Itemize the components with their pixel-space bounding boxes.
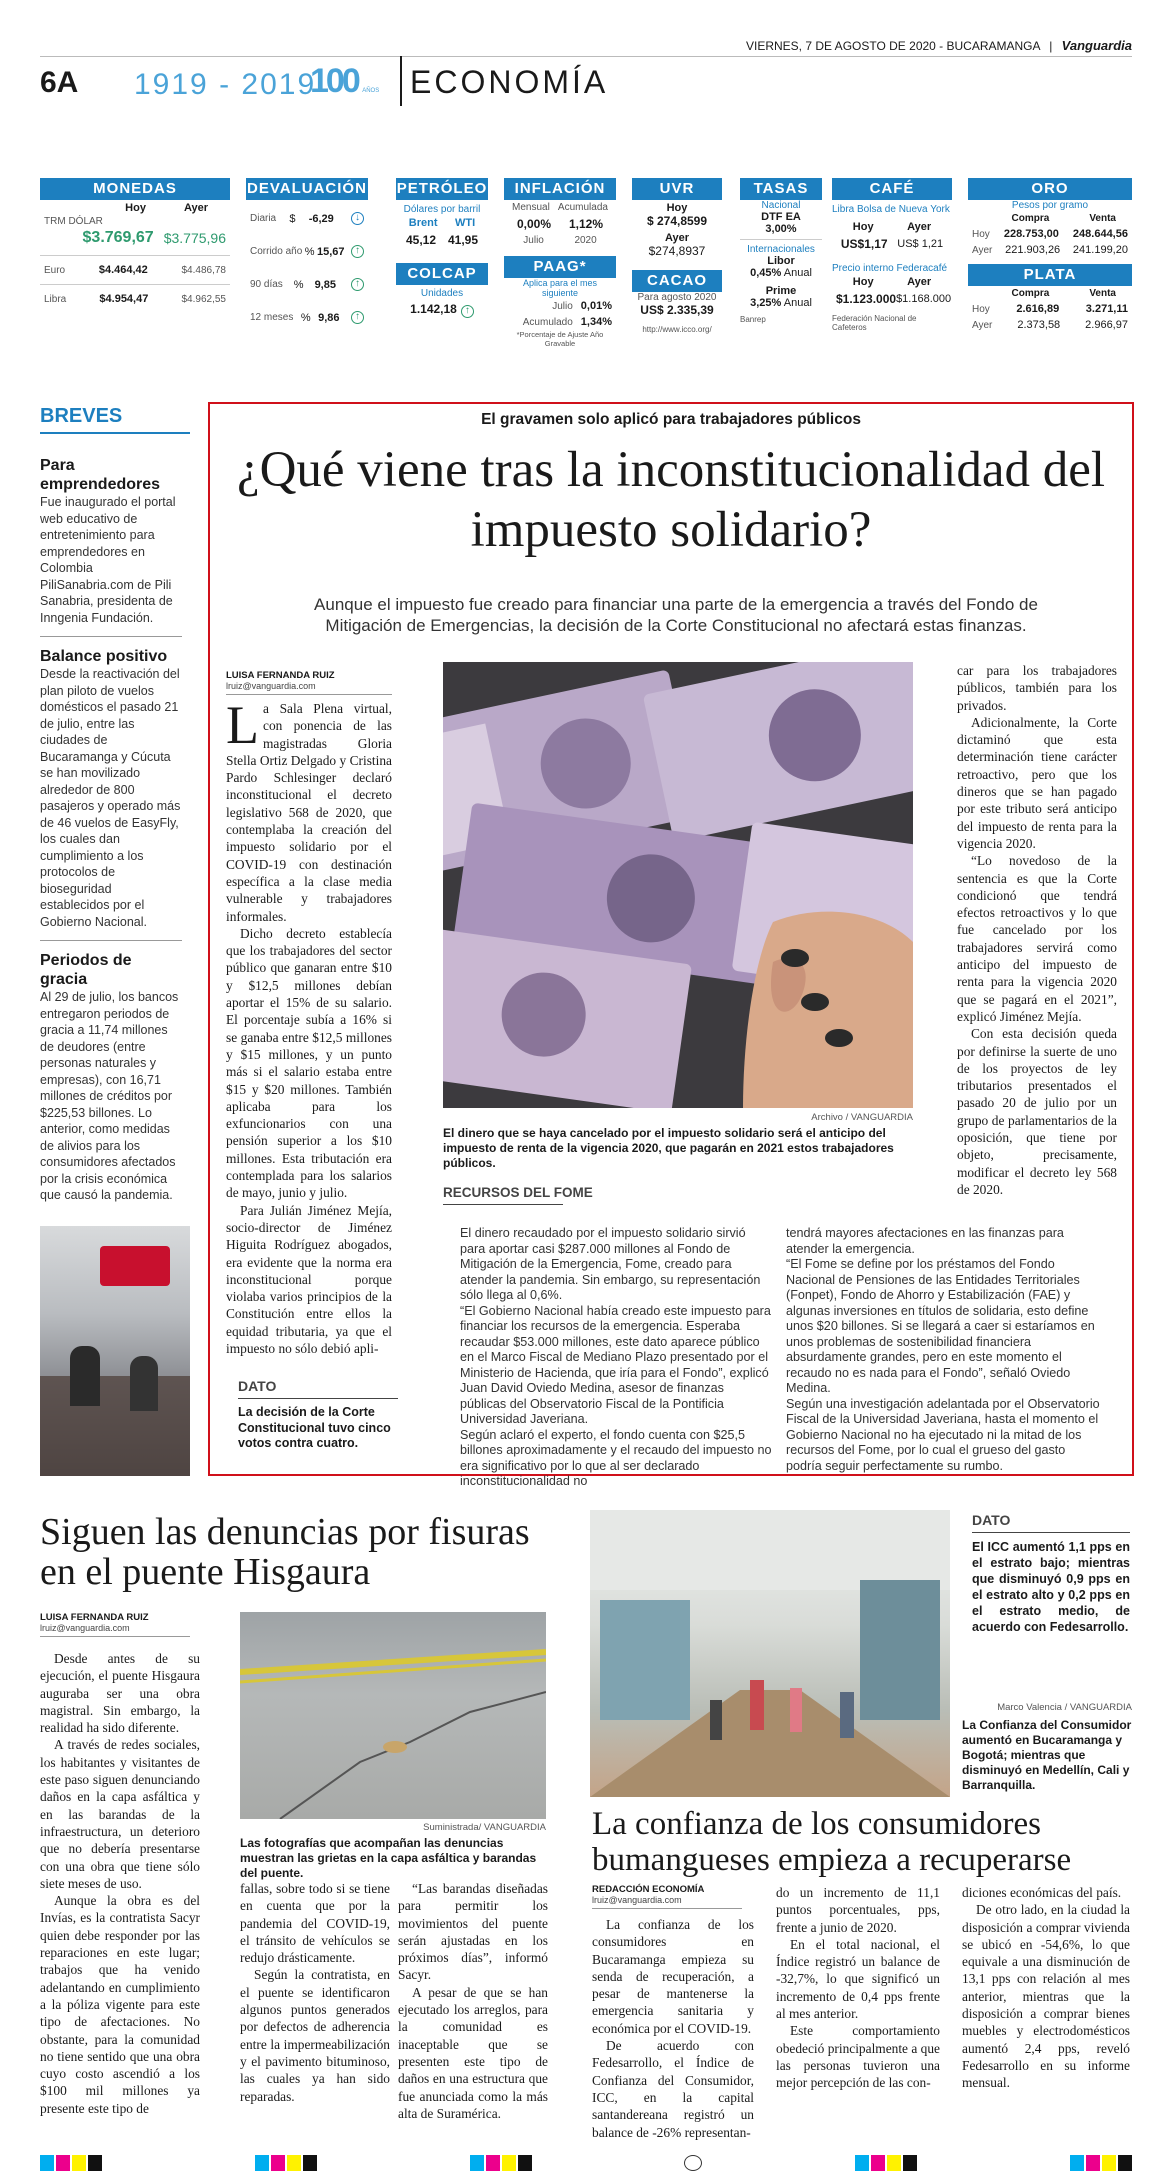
brief-item: [40, 951, 182, 1204]
bridge-photo: [240, 1612, 546, 1819]
paragraph: Según la contratista, en el puente se identificaron algunos puntos generados por defectos de adherencia entre la impermeabilización y el pavimento bituminoso, las cuales ya han sido reparadas.: [240, 1967, 390, 2104]
date-line: VIERNES, 7 DE AGOSTO DE 2020 - BUCARAMANGA: [745, 39, 1040, 53]
paragraph: Según una investigación adelantada por el Observatorio Fiscal de la Universidad Javeriana, hasta el momento el Gobierno Nacional no ha ejecutado ni la mitad de los recursos del Fome, por lo cual el grueso del gasto podría seguir perfectamente su rumbo.: [786, 1396, 1100, 1473]
wti-label: WTI: [455, 217, 476, 229]
paragraph: car para los trabajadores públicos, también para los privados.: [957, 663, 1117, 713]
confianza-byline: [592, 1884, 742, 1909]
brief-heading: Balance positivo: [40, 648, 168, 665]
author-email: lruiz@vanguardia.com: [226, 681, 316, 691]
cafe-ayer: US$ 1,21: [897, 238, 944, 250]
down-arrow-icon: ↓: [351, 212, 364, 225]
monedas-col-ayer: Ayer: [183, 202, 208, 214]
puente-col-2: [240, 1880, 390, 2105]
plata-hoy-venta: 3.271,11: [1085, 303, 1128, 315]
cafe-fed-hoy: $1.123.000: [836, 292, 897, 306]
money-photo: [443, 662, 913, 1108]
inflacion-mes: Julio: [523, 235, 544, 246]
oro-ayer-label: Ayer: [972, 244, 993, 256]
puente-headline: Siguen las denuncias por fisuras en el puente Hisgaura: [40, 1511, 530, 1593]
box-title: RECURSOS DEL FOME: [443, 1185, 593, 1200]
photo-credit: Archivo / VANGUARDIA: [811, 1112, 913, 1123]
indicator-inflacion: [504, 178, 616, 374]
box-col-1: [460, 1226, 772, 1490]
main-col-3: [957, 662, 1117, 1198]
dato-title: DATO: [972, 1512, 1011, 1528]
banknotes-illustration: [443, 662, 913, 1108]
masthead: VIERNES, 7 DE AGOSTO DE 2020 - BUCARAMANGA | Vanguardia: [745, 38, 1132, 53]
uvr-ayer: $274,8937: [648, 244, 706, 258]
deva-row-value: 9,86: [318, 311, 340, 324]
bridge-illustration: [240, 1612, 546, 1819]
trm-label: TRM DÓLAR: [44, 216, 103, 227]
brief-item: [40, 647, 182, 930]
wti-value: 41,95: [447, 233, 479, 247]
plata-hoy-compra: 2.616,89: [1016, 303, 1060, 315]
cafe-sub: Libra Bolsa de Nueva York: [832, 204, 950, 215]
dato-text: El ICC aumentó 1,1 pps en el estrato bajo; mientras que disminuyó 0,9 pps en el estrato alto y 0,2 pps en el estrato medio, de acuerdo con Fedesarrollo.: [972, 1540, 1130, 1634]
paragraph: a Sala Plena virtual, con ponencia de las magistradas Gloria Stella Ortiz Delgado y Cristina Pardo Schlesinger declaró inconstitucional el decreto legislativo 568 de 2020, que contemplaba la creación del impuesto solidario por el COVID-19 con destinación específica a la clase media vulnerable y trabajadores informales.: [226, 701, 392, 924]
trm-hoy: $3.769,67: [82, 229, 154, 246]
deva-row-label: 12 meses: [250, 312, 294, 323]
brief-heading: Para emprendedores: [40, 457, 161, 493]
paragraph: Con esta decisión queda por definirse la suerte de uno de los proyectos de ley tributarios presentados el pasado 20 de julio por un grupo de parlamentarios de la oposición, que tiene por objeto, precisamente, modificar el decreto ley 568 de 2020.: [957, 1026, 1117, 1197]
confianza-headline: La confianza de los consumidores bumangueses empieza a recuperarse: [592, 1806, 1072, 1878]
uvr-title: UVR: [632, 178, 722, 200]
cacao-source: http://www.icco.org/: [642, 325, 712, 334]
cafe-source: Federación Nacional de Cafeteros: [832, 314, 917, 332]
paragraph: De acuerdo con Fedesarrollo, el Índice de Confianza del Consumidor, ICC, en la capital santandereana registró un balance de -26% representan-: [592, 2038, 754, 2140]
breves-rule: [40, 432, 190, 434]
paag-sub: Aplica para el mes siguiente: [522, 278, 598, 298]
paragraph: La confianza de los consumidores en Bucaramanga empieza su senda de recuperación, a pesar de mantenerse la emergencia sanitaria y económica por el COVID-19.: [592, 1917, 754, 2036]
confianza-col-2: [776, 1884, 940, 2092]
deva-row-unit: %: [293, 278, 304, 291]
deva-row-unit: %: [304, 245, 315, 258]
deva-row-value: 15,67: [316, 245, 345, 258]
euro-label: Euro: [44, 264, 66, 276]
paag-julio-label: Julio: [552, 300, 573, 312]
recursos-box: [443, 1185, 1117, 1215]
confianza-photo-caption: La Confianza del Consumidor aumentó en Bucaramanga y Bogotá; mientras que disminuyó en Medellín, Cali y Barranquilla.: [962, 1718, 1132, 1792]
plata-compra-label: Compra: [1011, 288, 1050, 299]
section-title: ECONOMÍA: [410, 64, 609, 100]
up-arrow-icon: ↑: [461, 305, 474, 318]
cacao-sub: Para agosto 2020: [637, 292, 717, 303]
author-name: LUISA FERNANDA RUIZ: [226, 670, 335, 681]
cacao-value: US$ 2.335,39: [640, 303, 714, 317]
brand-name: Vanguardia: [1061, 38, 1132, 53]
indicator-cafe: [832, 178, 952, 374]
paragraph: En el total nacional, el Índice registró un balance de -32,7%, lo que significó un incremento de 0,4 pps frente al mes anterior.: [776, 1936, 940, 2022]
tasas-dtf-label: DTF EA: [761, 211, 801, 223]
confianza-photo-credit: Marco Valencia / VANGUARDIA: [997, 1702, 1132, 1713]
byline: [226, 670, 392, 695]
paragraph: El dinero recaudado por el impuesto solidario sirvió para aportar casi $287.000 millones al Fondo de Mitigación de la Emergencia, Fome, creado para atender la pandemia. Sin embargo, su representación sólo llega al 0,6%.: [460, 1226, 761, 1302]
up-arrow-icon: ↑: [351, 278, 364, 291]
logo-sub: AÑOS: [362, 88, 380, 94]
years-label: 1919 - 2019: [134, 68, 317, 101]
devaluacion-title: DEVALUACIÓN: [246, 178, 368, 200]
header-divider: [400, 56, 402, 106]
inflacion-col2: Acumulada: [557, 202, 608, 213]
brief-item: [40, 456, 182, 626]
confianza-col-3: [962, 1884, 1130, 2092]
dato-text: La decisión de la Corte Constitucional tuvo cinco votos contra cuatro.: [238, 1405, 391, 1450]
paag-julio: 0,01%: [580, 300, 612, 312]
paragraph: “El Gobierno Nacional había creado este impuesto para financiar los recursos de la emergencia. Esperaba recaudar $53.000 millones, este dato aparece público en el Marco Fiscal de Mediano Plazo presentado por el Ministerio de Hacienda, que iría para el Fondo”, explicó Juan David Oviedo Medina, asesor de finanzas públicas del Observatorio Fiscal de la Pontificia Universidad Javeriana.: [460, 1303, 771, 1426]
up-arrow-icon: ↑: [351, 311, 364, 324]
indicator-tasas: [740, 178, 822, 374]
paragraph: Aunque la obra es del Invías, es la contratista Sacyr quien debe responder por las reparaciones en este lugar; trabajos que ha venido adelantando en cumplimiento a la póliza vigente para este tipo de afectaciones. No obstante, para la comunidad no tiene sentido que una obra cuyo costo ascendió a los $100 mil millones ya presente este tipo de: [40, 1893, 200, 2116]
photo-caption: El dinero que se haya cancelado por el impuesto solidario será el anticipo del impuesto de renta de la vigencia 2020, que pagarán en 2021 estos trabajadores públicos.: [443, 1126, 894, 1170]
paragraph: Este comportamiento obedeció principalmente a que las personas tuvieron una mejor percepción de las con-: [776, 2023, 940, 2091]
libra-ayer: $4.962,55: [181, 293, 226, 305]
libra-label: Libra: [44, 293, 67, 305]
main-col-1: [226, 695, 392, 1357]
paragraph: Desde antes de su ejecución, el puente Hisgaura auguraba ser una obra magistral. Sin embargo, la realidad ha sido diferente.: [40, 1651, 200, 1736]
petroleo-sub: Dólares por barril: [403, 204, 481, 215]
deva-row-value: -6,29: [308, 212, 334, 225]
deva-row-value: 9,85: [314, 278, 336, 291]
trm-ayer: $3.775,96: [163, 230, 226, 246]
cafe-fed-ayer: $1.168.000: [896, 293, 952, 305]
plata-venta-label: Venta: [1089, 288, 1116, 299]
paragraph: “El Fome se define por los préstamos del Fondo Nacional de Pensiones de las Entidades Territoriales (Fonpet), Fondo de Ahorro y Estabilización (FAE) y algunas inversiones en títulos de solidaria, esto define unos $20 billones. Si se llegará a caer si estaríamos en unos problemas de sostenibilidad financiera absurdamente grandes, pero en este momento el recaudo no es nada para el Fondo”, señaló Oviedo Medina.: [786, 1257, 1095, 1395]
mall-photo: [590, 1510, 950, 1797]
confianza-dato-box: [972, 1512, 1130, 1635]
paragraph: do un incremento de 11,1 puntos porcentuales, pps, frente a junio de 2020.: [776, 1885, 940, 1935]
oro-hoy-label: Hoy: [972, 228, 990, 240]
plata-title: PLATA: [968, 264, 1132, 286]
cafe-hoy: US$1,17: [840, 237, 888, 251]
oro-ayer-compra: 221.903,26: [1005, 244, 1061, 256]
cafe-fed-label: Precio interno Federacafé: [832, 263, 948, 274]
brent-value: 45,12: [405, 233, 437, 247]
cafe-ayer-label: Ayer: [907, 221, 932, 233]
indicator-monedas: [40, 178, 230, 374]
colcap-sub: Unidades: [420, 288, 464, 299]
paragraph: “Lo novedoso de la sentencia es que la Corte condicionó que tendrá efectos retroactivos y lo que fue cancelado por los trabajadores servirá como anticipo del impuesto de renta para la vigencia 2020 que se pagará en el 2021”, explicó Jiménez Mejía.: [957, 853, 1117, 1024]
euro-hoy: $4.464,42: [98, 264, 148, 276]
prime-unit: Anual: [783, 297, 812, 309]
puente-photo-caption: Las fotografías que acompañan las denuncias muestran las grietas en la capa asfáltica y barandas del puente.: [240, 1836, 537, 1880]
article-kicker: El gravamen solo aplicó para trabajadores públicos: [481, 411, 861, 428]
cafe-title: CAFÉ: [832, 178, 952, 200]
paragraph: De otro lado, en la ciudad la disposición a comprar vivienda se ubicó en -54,6%, lo que equivale a una disminución de 13,1 pps con relación al mes anterior, mientras que la disposición a comprar bienes muebles y electrodomésticos aumentó 2,4 pps, reveló Fedesarrollo en su informe mensual.: [962, 1902, 1130, 2091]
inflacion-title: INFLACIÓN: [504, 178, 616, 200]
inflacion-acumulada: 1,12%: [568, 217, 604, 231]
euro-ayer: $4.486,78: [181, 264, 226, 276]
author-name: REDACCIÓN ECONOMÍA: [592, 1884, 705, 1895]
oro-venta-label: Venta: [1089, 213, 1116, 224]
paag-note: *Porcentaje de Ajuste Año Gravable: [516, 330, 604, 348]
indicator-petroleo: [396, 178, 488, 374]
anniversary-logo: [310, 62, 380, 104]
brief-heading: Periodos de gracia: [40, 952, 132, 988]
oro-sub: Pesos por gramo: [1011, 200, 1089, 211]
tasas-dtf: 3,00%: [765, 223, 797, 235]
drop-cap: L: [226, 695, 259, 755]
page-number: 6A: [40, 66, 79, 99]
libra-hoy: $4.954,47: [99, 293, 149, 305]
indicator-oro: [968, 178, 1132, 374]
plata-ayer-compra: 2.373,58: [1017, 319, 1061, 331]
paragraph: Para Julián Jiménez Mejía, socio-director de Jiménez Higuita Rodríguez abogados, era evidente que la norma era inconstitucional porque violaba varios principios de la Constitución entre ellos la equidad tributaria, ya que el impuesto no sólo debió apli-: [226, 1202, 392, 1356]
plata-ayer-label: Ayer: [972, 319, 993, 331]
uvr-hoy: $ 274,8599: [646, 214, 708, 228]
breves-title: BREVES: [40, 405, 123, 427]
brent-label: Brent: [408, 217, 438, 229]
cafe-fed-ayer-label: Ayer: [907, 276, 932, 288]
puente-col-3: [398, 1880, 548, 2122]
monedas-title: MONEDAS: [40, 178, 230, 200]
brief-text: Desde la reactivación del plan piloto de vuelos domésticos el pasado 21 de julio, entre las ciudades de Bucaramanga y Cúcuta se han movilizado alrededor de 800 pasajeros y operado más de 46 vuelos de EasyFly, los cuales dan cumplimiento a los protocolos de bioseguridad establecidos por el Gobierno Nacional.: [40, 667, 181, 929]
paag-acum-label: Acumulado: [522, 316, 573, 328]
paragraph: diciones económicas del país.: [962, 1885, 1122, 1900]
inflacion-col1: Mensual: [512, 202, 550, 213]
inflacion-mensual: 0,00%: [516, 217, 552, 231]
indicator-devaluacion: [246, 178, 368, 374]
header-rule: [40, 56, 1132, 57]
plata-hoy-label: Hoy: [972, 303, 990, 315]
paragraph: Adicionalmente, la Corte dictaminó que esta determinación tiene carácter retroactivo, pero que los dineros que se han pagado por este tributo será anticipo del impuesto de renta para la vigencia 2020.: [957, 714, 1117, 851]
libor-value: 0,45%: [750, 267, 782, 279]
puente-photo-credit: Suministrada/ VANGUARDIA: [423, 1822, 546, 1833]
dato-box: [238, 1378, 398, 1452]
oro-title: ORO: [968, 178, 1132, 200]
plata-ayer-venta: 2.966,97: [1085, 319, 1128, 331]
print-color-bar: [40, 2155, 1132, 2171]
prime-label: Prime: [765, 285, 797, 297]
paag-acum: 1,34%: [580, 316, 612, 328]
breves-column: [40, 456, 182, 1204]
paag-title: PAAG*: [504, 256, 616, 278]
paragraph: tendrá mayores afectaciones en las finanzas para atender la emergencia.: [786, 1226, 1064, 1256]
deva-row-label: Diaria: [250, 213, 277, 224]
paragraph: fallas, sobre todo si se tiene en cuenta que por la pandemia del COVID-19, el tránsito de vehículos se redujo drásticamente.: [240, 1881, 390, 1966]
up-arrow-icon: ↑: [351, 245, 364, 258]
tasas-internacionales: Internacionales: [747, 244, 815, 255]
oro-hoy-venta: 248.644,56: [1072, 228, 1128, 240]
cacao-title: CACAO: [632, 270, 722, 292]
oro-compra-label: Compra: [1011, 213, 1050, 224]
indicator-uvr: [632, 178, 722, 374]
puente-col-1: [40, 1650, 200, 2117]
dato-title: DATO: [238, 1378, 277, 1394]
uvr-hoy-label: Hoy: [666, 202, 688, 214]
paragraph: A través de redes sociales, los habitantes y visitantes de este paso siguen denunciando daños en la capa asfáltica y en las barandas de la infraestructura, un deterioro que no debería presentarse con una obra que tiene sólo siete meses de uso.: [40, 1737, 200, 1891]
paragraph: “Las barandas diseñadas para permitir los movimientos del puente serán ajustadas en los próximos días”, informó Sacyr.: [398, 1881, 548, 1983]
puente-byline: [40, 1612, 190, 1637]
monedas-col-hoy: Hoy: [125, 202, 146, 214]
breves-photo: [40, 1226, 190, 1476]
paragraph: Según aclaró el experto, el fondo cuenta con $25,5 billones aproximadamente y el recaudo del impuesto no era significativo por lo que al ser declarado inconstitucionalidad no: [460, 1427, 772, 1488]
box-col-2: [786, 1226, 1104, 1474]
libor-label: Libor: [767, 255, 795, 267]
author-email: lruiz@vanguardia.com: [40, 1623, 130, 1633]
article-headline: ¿Qué viene tras la inconstitucionalidad del impuesto solidario?: [236, 442, 1106, 558]
paragraph: A pesar de que se han ejecutado los arreglos, para la comunidad es inaceptable que se presenten este tipo de daños en una estructura que fue anunciada como la más alta de Suramérica.: [398, 1984, 548, 2121]
author-name: LUISA FERNANDA RUIZ: [40, 1612, 149, 1623]
uvr-ayer-label: Ayer: [664, 232, 690, 244]
registration-mark-icon: [684, 2155, 702, 2171]
cafe-hoy-label: Hoy: [852, 221, 874, 233]
inflacion-anio: 2020: [574, 235, 597, 246]
cafe-fed-hoy-label: Hoy: [852, 276, 874, 288]
paragraph: Dicho decreto establecía que los trabajadores del sector público que ganaran entre $10 y $12,5 millones debían aportar el 15% de su salario. El porcentaje subía a 16% si se ganaba entre $12,5 millones y $15 millones, y un punto más si el salario estaba entre $15 y $20 millones. También aplicaba para los exfuncionarios con una pensión superior a los $10 millones. Esta tributación era contemplada para los salarios de mayo, junio y julio.: [226, 925, 392, 1201]
author-email: lruiz@vanguardia.com: [592, 1895, 682, 1905]
article-lead: Aunque el impuesto fue creado para financiar una parte de la emergencia a través del Fondo de Mitigación de Emergencias, la decisión de la Corte Constitucional no afectará estas finanzas.: [314, 595, 1038, 635]
logo-number: 100: [310, 62, 358, 100]
colcap-title: COLCAP: [396, 263, 488, 285]
deva-row-label: 90 días: [250, 279, 283, 290]
tasas-nacional: Nacional: [761, 200, 801, 211]
deva-row-unit: $: [289, 212, 296, 225]
brief-text: Fue inaugurado el portal web educativo de entretenimiento para emprendedores en Colombia PiliSanabria.com de Pili Sanabria, presidenta de Inngenia Fundación.: [40, 495, 176, 625]
libor-unit: Anual: [783, 267, 812, 279]
deva-row-label: Corrido año: [250, 246, 303, 257]
oro-ayer-venta: 241.199,20: [1072, 244, 1128, 256]
colcap-value: 1.142,18: [410, 302, 457, 316]
deva-row-unit: %: [300, 311, 311, 324]
tasas-title: TASAS: [740, 178, 822, 200]
tasas-source: Banrep: [740, 315, 766, 324]
prime-value: 3,25%: [750, 297, 782, 309]
oro-hoy-compra: 228.753,00: [1003, 228, 1059, 240]
mall-illustration: [590, 1510, 950, 1797]
brief-text: Al 29 de julio, los bancos entregaron periodos de gracia a 11,74 millones de deudores (entre personas naturales y empresas), con 16,71 millones de créditos por $225,53 billones. Lo anterior, como medidas de alivios para los consumidores afectados por la crisis económica que causó la pandemia.: [40, 990, 179, 1202]
petroleo-title: PETRÓLEO: [396, 178, 488, 200]
confianza-col-1: [592, 1916, 754, 2141]
